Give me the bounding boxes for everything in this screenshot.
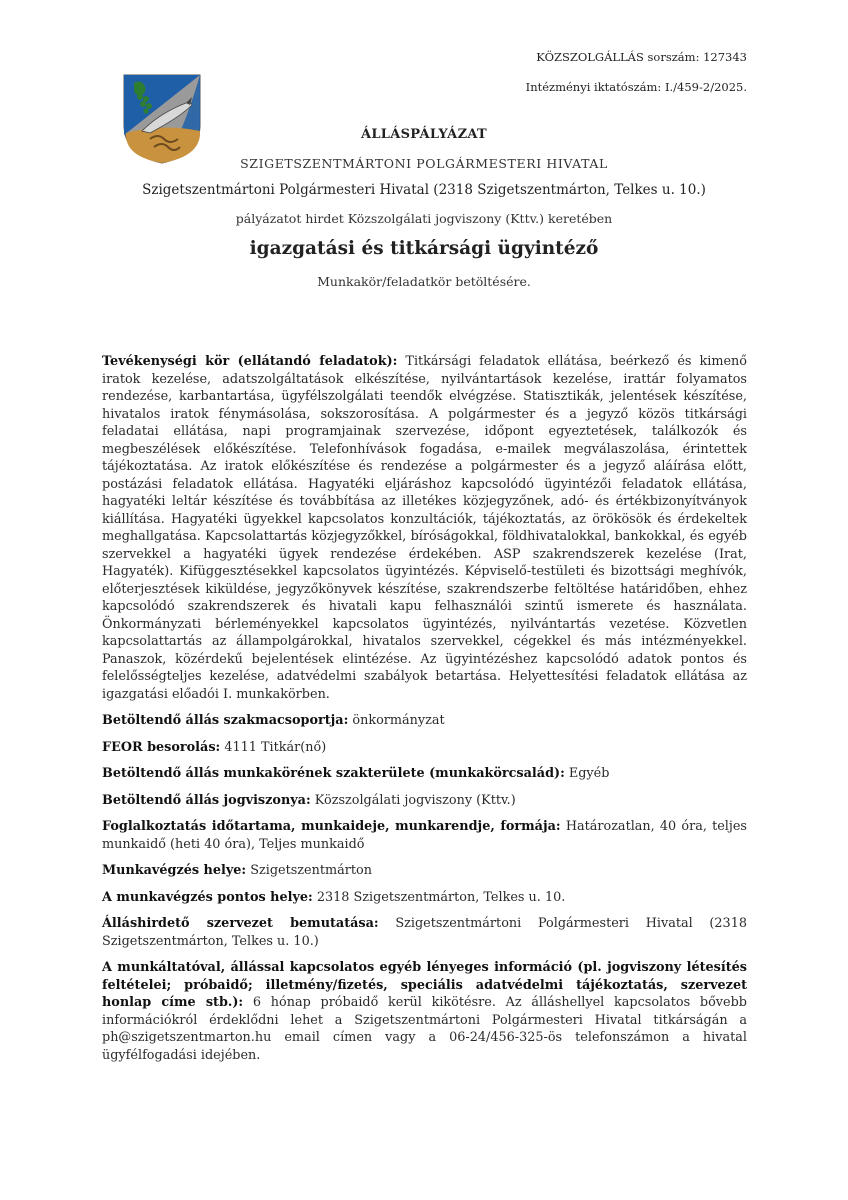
organization-address: Szigetszentmártoni Polgármesteri Hivatal (2318 Szigetszentmárton, Telkes u. 10.) <box>142 182 706 198</box>
section-job-family <box>102 765 747 783</box>
section-value: önkormányzat <box>352 713 445 728</box>
section-label: Álláshirdető szervezet bemutatása: <box>102 916 379 931</box>
section-label: A munkáltatóval, állással kapcsolatos egyéb lényeges információ (pl. jogviszony létesítés feltételei; próbaidő; illetmény/fizetés, speciális adatvédelmi tájékoztatás, szervezet honlap címe stb.): <box>102 960 747 1010</box>
section-value: Szigetszentmárton <box>250 863 372 878</box>
section-feor <box>102 739 747 757</box>
filing-number-line <box>526 80 747 94</box>
section-employment-terms <box>102 818 747 853</box>
page-title: ÁLLÁSPÁLYÁZAT <box>360 127 488 142</box>
section-label: Betöltendő állás szakmacsoportja: <box>102 713 349 728</box>
section-label: Betöltendő állás munkakörének szakterülete (munkakörcsalád): <box>102 766 565 781</box>
serial-number-line <box>536 50 747 64</box>
organization-name: SZIGETSZENTMÁRTONI POLGÁRMESTERI HIVATAL <box>240 156 608 171</box>
serial-label: KÖZSZOLGÁLLÁS sorszám: <box>536 50 700 64</box>
coat-of-arms-icon <box>120 73 204 165</box>
job-details <box>102 353 747 1073</box>
serial-number: 127343 <box>703 50 747 64</box>
position-subtitle: Munkakör/feladatkör betöltésére. <box>317 274 531 289</box>
intro-line: pályázatot hirdet Közszolgálati jogviszony (Kttv.) keretében <box>235 211 613 226</box>
section-label: Tevékenységi kör (ellátandó feladatok): <box>102 354 398 369</box>
section-value: 2318 Szigetszentmárton, Telkes u. 10. <box>316 889 566 905</box>
section-duties <box>102 353 747 703</box>
section-label: Munkavégzés helye: <box>102 863 247 878</box>
section-label: Foglalkoztatás időtartama, munkaideje, munkarendje, formája: <box>102 819 561 834</box>
section-value: Közszolgálati jogviszony (Kttv.) <box>314 792 516 808</box>
section-work-location <box>102 862 747 880</box>
section-value: 6 hónap próbaidő kerül kikötésre. Az álláshellyel kapcsolatos bővebb információkról érdeklődni lehet a Szigetszentmártoni Polgármesteri Hivatal titkárságán a ph@szigetszentmarton.hu email címen vagy a 06-24/456-325-ös telefonszámon a hivatal ügyfélfogadási idejében. <box>102 995 747 1063</box>
section-professional-group <box>102 712 747 730</box>
section-value: Határozatlan, 40 óra, teljes munkaidő (heti 40 óra), Teljes munkaidő <box>102 819 747 852</box>
section-legal-relationship <box>102 792 747 810</box>
section-label: Betöltendő állás jogviszonya: <box>102 792 311 808</box>
section-label: FEOR besorolás: <box>102 739 221 755</box>
section-exact-location <box>102 889 747 907</box>
section-value: Titkársági feladatok ellátása, beérkező és kimenő iratok kezelése, adatszolgáltatások elkészítése, nyilvántartások kezelése, irattár folyamatos rendezése, karbantartása, ügyfélszolgálati teendők elvégzése. Statisztikák, jelentések készítése, hivatalos iratok fénymásolása, sokszorosítása. A polgármester és a jegyző közös titkársági feladatai ellátása, napi programjainak szervezése, időpont egyeztetések, találkozók és megbeszélések előkészítése. Telefonhívások fogadása, e-mailek megválaszolása, érintettek tájékoztatása. Az iratok előkészítése és rendezése a polgármester és a jegyző aláírása előtt, postázási feladatok ellátása. Hagyatéki eljáráshoz kapcsolódó ügyintézői feladatok ellátása, hagyatéki leltár készítése és továbbítása az illetékes közjegyzőnek, adó- és értékbizonyítványok kiállítása. Hagyatéki ügyekkel kapcsolatos konzultációk, tájékoztatás, az örökösök és érdekeltek meghallgatása. Kapcsolattartás közjegyzőkkel, bíróságokkal, földhivatalokkal, bankokkal, és egyéb szervekkel a hagyatéki ügyek rendezése érdekében. ASP szakrendszerek kezelése (Irat, Hagyaték). Kifüggesztésekkel kapcsolatos ügyintézés. Képviselő-testületi és bizottsági meghívók, előterjesztések kiküldése, jegyzőkönyvek készítése, szakrendszerbe feltöltése határidőben, ehhez kapcsolódó szakrendszerek és hivatali kapu felhasználói szintű ismerete és használata. Önkormányzati bérleményekkel kapcsolatos ügyintézés, nyilvántartás vezetése. Közvetlen kapcsolattartás az állampolgárokkal, hivatalos szervekkel, cégekkel és más intézményekkel. Panaszok, közérdekű bejelentések elintézése. Az ügyintézéshez kapcsolódó adatok pontos és felelősségteljes kezelése, adatvédelmi szabályok betartása. Helyettesítési feladatok ellátása az igazgatási előadói I. munkakörben. <box>102 354 747 702</box>
filing-number: I./459-2/2025. <box>664 80 747 94</box>
section-other-info <box>102 959 747 1064</box>
section-value: Egyéb <box>568 766 610 781</box>
section-organization-intro <box>102 915 747 950</box>
section-value: 4111 Titkár(nő) <box>224 739 327 755</box>
filing-label: Intézményi iktatószám: <box>525 80 662 94</box>
section-label: A munkavégzés pontos helye: <box>102 889 313 905</box>
position-title: igazgatási és titkársági ügyintéző <box>249 238 599 259</box>
section-value: Szigetszentmártoni Polgármesteri Hivatal (2318 Szigetszentmárton, Telkes u. 10.) <box>102 916 747 949</box>
